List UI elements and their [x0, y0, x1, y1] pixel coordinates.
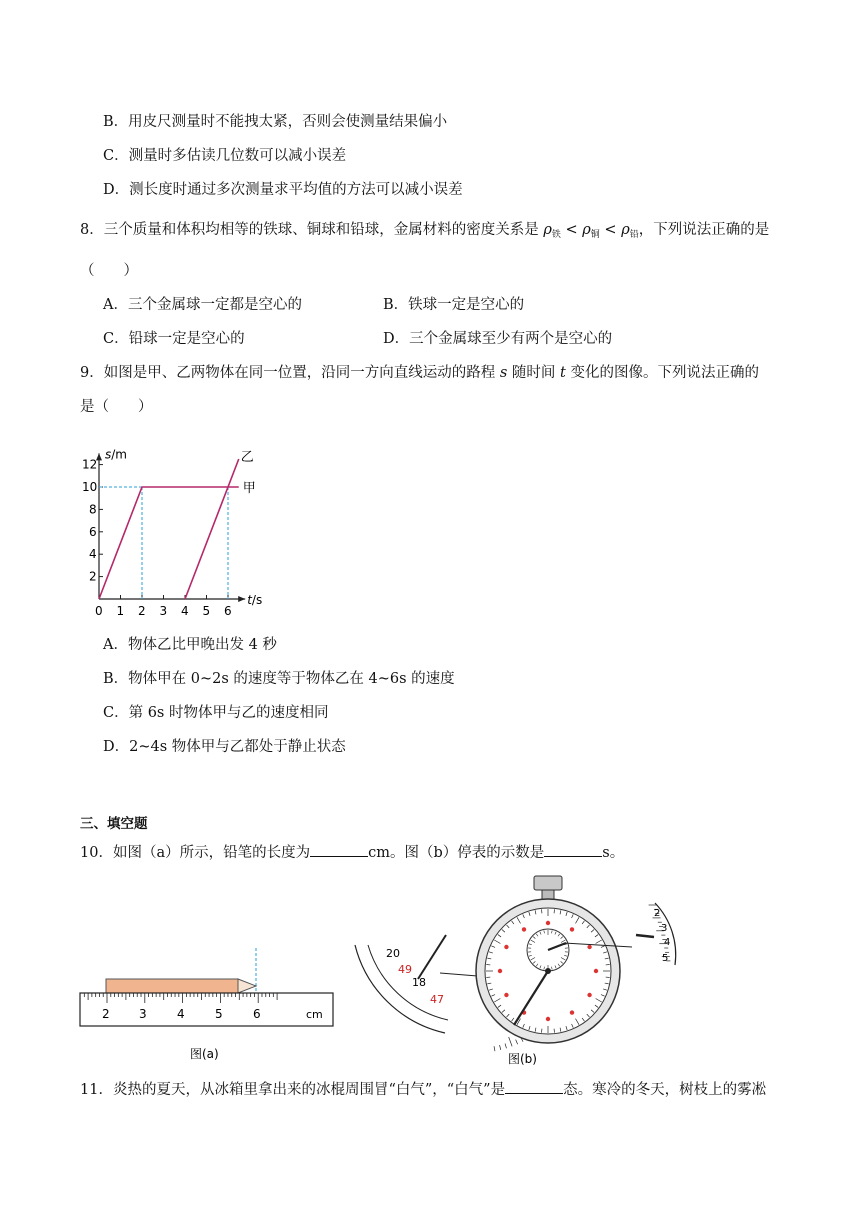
zoom-label: 47: [430, 993, 444, 1006]
x-tick-label: 5: [202, 604, 211, 618]
rho-sub-iron: 铁: [551, 230, 561, 240]
pencil-body: [106, 979, 238, 993]
zoom-needle: [418, 935, 446, 979]
dial-marker: [587, 945, 591, 949]
q8-answer-paren: （ ）: [80, 263, 138, 279]
zoom-label: 49: [398, 963, 412, 976]
dial-marker: [504, 993, 508, 997]
q9-option-c: C．第 6s 时物体甲与乙的速度相同: [103, 705, 329, 721]
series-label: 乙: [240, 450, 254, 465]
ruler-body: [80, 993, 333, 1026]
zoom-label: 5: [662, 953, 669, 964]
dial-marker: [546, 921, 550, 925]
var-s: s: [499, 365, 508, 381]
zoom-label: 18: [412, 976, 426, 989]
q8-stem-end: ，下列说法正确的是: [638, 222, 770, 238]
zoom-tick: [509, 1037, 512, 1046]
dial-marker: [546, 1017, 550, 1021]
q9-option-b: B．物体甲在 0~2s 的速度等于物体乙在 4~6s 的速度: [103, 671, 455, 687]
dial-marker: [570, 1010, 574, 1014]
less-than: <: [565, 222, 578, 238]
ruler-unit: cm: [306, 1008, 323, 1021]
caption-b: 图(b): [508, 1052, 537, 1066]
dial-marker: [504, 945, 508, 949]
x-tick-label: 0: [95, 604, 103, 618]
rho-sub-copper: 铜: [590, 230, 600, 240]
y-tick-label: 6: [89, 524, 97, 539]
dial-marker: [594, 969, 598, 973]
crown-top: [534, 876, 562, 890]
zoom-label: 2: [654, 908, 661, 919]
answer-blank: [310, 843, 368, 857]
q9-stem-text-b: 随时间: [511, 365, 556, 381]
q10-text-c: s。: [602, 845, 625, 861]
dial-marker: [522, 927, 526, 931]
zoom-tick: [494, 1046, 495, 1051]
q10-stem: [80, 843, 624, 862]
ruler-label: 3: [139, 1007, 147, 1021]
q11-text: 11．炎热的夏天，从冰箱里拿出来的冰棍周围冒“白气”，“白气”是: [80, 1082, 506, 1098]
x-tick-label: 3: [159, 604, 168, 618]
q9-stem-line1: [80, 364, 759, 382]
zoom-arc-inner: [368, 945, 448, 1020]
zoom-label: 20: [386, 947, 400, 960]
dial-marker: [498, 969, 502, 973]
var-t: t: [560, 365, 566, 381]
rho-symbol: ρ: [621, 222, 630, 238]
less-than: <: [604, 222, 617, 238]
q8-option-c: C．铅球一定是空心的: [103, 331, 245, 347]
zoom-label: 3: [661, 923, 668, 934]
dial-marker: [587, 993, 591, 997]
rho-symbol: ρ: [582, 222, 591, 238]
zoom-tick: [505, 1044, 506, 1049]
figure-b-stopwatch: [350, 873, 690, 1073]
q9-option-a: A．物体乙比甲晚出发 4 秒: [103, 637, 277, 653]
ruler-label: 4: [177, 1007, 185, 1021]
series-label: 甲: [242, 481, 256, 496]
q8-stem-text: 8．三个质量和体积均相等的铁球、铜球和铅球，金属材料的密度关系是: [80, 222, 539, 238]
x-tick-label: 4: [181, 604, 189, 618]
rho-sub-lead: 铅: [629, 230, 639, 240]
zoom-tick: [500, 1045, 501, 1050]
chart-group: [82, 447, 262, 618]
q8-option-b: B．铁球一定是空心的: [383, 297, 525, 313]
answer-blank: [505, 1080, 563, 1094]
series-line: [99, 487, 239, 599]
x-tick-label: 2: [138, 604, 146, 618]
q9-option-d: D．2~4s 物体甲与乙都处于静止状态: [103, 739, 346, 755]
ruler-label: 5: [215, 1007, 223, 1021]
y-tick-label: 10: [82, 480, 98, 494]
q9-stem-line2: 是（ ）: [80, 399, 153, 415]
x-tick-label: 1: [116, 604, 125, 618]
rho-symbol: ρ: [543, 222, 552, 238]
q8-option-d: D．三个金属球至少有两个是空心的: [383, 331, 613, 347]
zoom-needle-right: [636, 935, 654, 937]
zoom-tick: [516, 1040, 518, 1045]
st-graph: [74, 425, 294, 620]
caption-a: 图(a): [190, 1047, 219, 1061]
zoom-label: 4: [664, 937, 671, 948]
series-line: [185, 459, 239, 599]
q10-text: 10．如图（a）所示，铅笔的长度为: [80, 845, 311, 861]
dial-marker: [570, 927, 574, 931]
x-axis-arrow: [238, 596, 245, 602]
section-title: 三、填空题: [80, 816, 148, 832]
y-axis-label: s/m: [105, 447, 127, 462]
q11-stem: [80, 1080, 766, 1099]
q9-stem-text-c: 变化的图像。下列说法正确的: [570, 365, 759, 381]
q11-text-b: 态。寒冷的冬天，树枝上的雾凇: [563, 1082, 767, 1098]
q8-option-a: A．三个金属球一定都是空心的: [103, 297, 302, 313]
dial-center: [545, 968, 551, 974]
q9-stem-text: 9．如图是甲、乙两物体在同一位置，沿同一方向直线运动的路程: [80, 365, 496, 381]
pencil-tip: [238, 979, 256, 993]
q7-option-d: D．测长度时通过多次测量求平均值的方法可以减小误差: [103, 182, 463, 198]
y-tick-label: 4: [89, 547, 97, 562]
ruler-label: 6: [253, 1007, 261, 1021]
q8-stem: [80, 221, 769, 244]
q7-option-c: C．测量时多估读几位数可以减小误差: [103, 148, 347, 164]
ruler-label: 2: [102, 1007, 110, 1021]
q7-option-b: B．用皮尺测量时不能拽太紧，否则会使测量结果偏小: [103, 114, 448, 130]
figure-a-ruler: [76, 948, 341, 1066]
x-axis-label: t/s: [247, 593, 263, 607]
x-tick-label: 6: [224, 604, 232, 618]
answer-blank: [544, 843, 602, 857]
y-tick-label: 12: [82, 457, 98, 472]
y-tick-label: 8: [89, 502, 97, 517]
q10-text-b: cm。图（b）停表的示数是: [368, 845, 545, 861]
y-tick-label: 2: [89, 569, 97, 584]
